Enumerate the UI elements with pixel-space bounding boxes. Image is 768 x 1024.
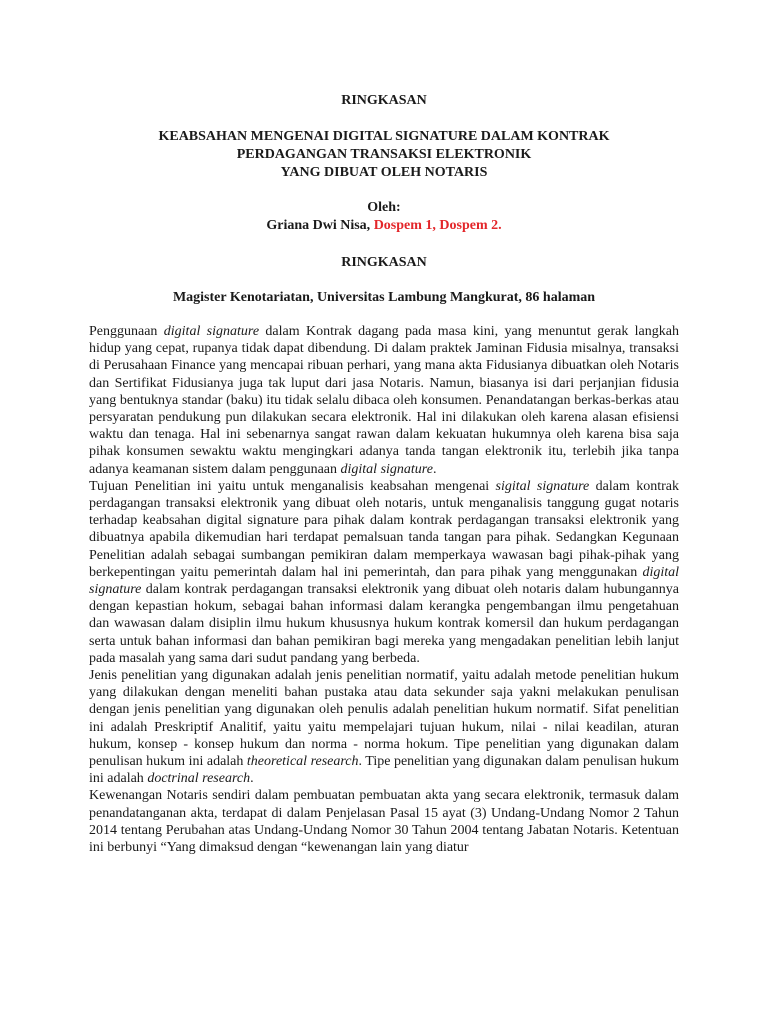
text-run: Kewenangan Notaris sendiri dalam pembuatan pembuatan akta yang secara elektronik, termasuk dalam penandatanganan akta, terdapat di dalam Penjelasan Pasal 15 ayat (3) Undang-Undang Nomor 2 Tahun 2014 tentang Perubahan atas Undang-Undang Nomor 30 Tahun 2004 tentang Jabatan Notaris. Ketentuan ini berbunyi “Yang dimaksud dengan “kewenangan lain yang diatur: [89, 788, 679, 856]
italic-term: digital signature: [340, 461, 433, 477]
oleh-label: Oleh:: [367, 200, 401, 215]
text-run: dalam kontrak perdagangan transaksi elektronik yang dibuat oleh notaris, untuk menganalisis tanggung gugat notaris terhadap keabsahan digital signature para pihak dalam kontrak perdagangan transaksi elektronik yang dibuatnya apabila dikemudian hari terdapat pemalsuan tanda tangan para pihak. Sedangkan Kegunaan Penelitian adalah sebagai sumbangan pemikiran dalam memperkaya wawasan bagi pihak-pihak yang berkepentingan yaitu pemerintah dalam hal ini pemerintah, dan para pihak yang menggunakan: [89, 478, 679, 580]
thesis-title-line: KEABSAHAN MENGENAI DIGITAL SIGNATURE DALAM KONTRAK: [158, 129, 610, 144]
italic-term: theoretical research: [246, 754, 359, 770]
paragraph-4: [89, 787, 679, 856]
supervisors: Dospem 1, Dospem 2.: [373, 218, 502, 233]
paragraph-2: [89, 478, 679, 667]
thesis-title: [0, 128, 768, 182]
text-run: .: [432, 461, 437, 477]
thesis-title-line: PERDAGANGAN TRANSAKSI ELEKTRONIK: [236, 147, 532, 162]
text-run: .: [250, 771, 254, 787]
author-name: Griana Dwi Nisa,: [266, 218, 371, 233]
summary-heading: RINGKASAN: [341, 255, 427, 270]
affiliation-line: Magister Kenotariatan, Universitas Lambung Mangkurat, 86 halaman: [172, 290, 596, 305]
text-run: Jenis penelitian yang digunakan adalah jenis penelitian normatif, yaitu adalah metode penelitian hukum yang dilakukan dengan meneliti bahan pustaka atau data sekunder saja yakni melakukan penulisan dengan jenis penelitian yang digunakan oleh penulis adalah penelitian hukum normatif. Sifat penelitian ini adalah Preskriptif Analitif, yaitu yaitu mempelajari tujuan hukum, nilai - nilai keadilan, aturan hukum, konsep - konsep hukum dan norma - norma hokum. Tipe penelitian yang digunakan dalam penulisan hukum ini adalah: [89, 668, 679, 770]
italic-term: sigital signature: [495, 478, 590, 494]
paragraph-3: [89, 667, 679, 787]
italic-term: digital signature: [89, 564, 679, 598]
italic-term: digital signature: [163, 324, 260, 339]
text-run: . Tipe penelitian yang digunakan dalam penulisan hukum ini adalah: [89, 754, 680, 787]
paragraph-1: [89, 323, 679, 478]
summary-heading-top: RINGKASAN: [341, 93, 427, 108]
text-run: Tujuan Penelitian ini yaitu untuk menganalisis keabsahan mengenai: [89, 478, 496, 494]
author-line: [0, 218, 768, 234]
italic-term: doctrinal research: [147, 771, 251, 787]
thesis-title-line: YANG DIBUAT OLEH NOTARIS: [280, 165, 488, 180]
text-run: Penggunaan: [89, 324, 164, 339]
text-run: dalam Kontrak dagang pada masa kini, yang menuntut gerak langkah hidup yang cepat, rupanya tidak dapat dibendung. Di dalam praktek Jaminan Fidusia misalnya, transaksi di Perusahaan Finance yang mencapai ribuan perhari, yang mana akta Fidusianya dibuatkan oleh Notaris dan Sertifikat Fidusianya juga tak luput dari jasa Notaris. Namun, biasanya isi dari perjanjian fidusia yang bentuknya standar (baku) itu tidak selalu dibaca oleh konsumen. Penandatangan berkas-berkas atau persyaratan pendukung pun dilakukan secara elektronik. Hal ini dilakukan oleh karena alasan efisiensi waktu dan tenaga. Hal ini sebenarnya sangat rawan dalam kekuatan hukumnya oleh karena bisa saja pihak konsumen sewaktu waktu mengingkari adanya tanda tangan elektronik itu, terlebih jika tanpa adanya keamanan sistem dalam penggunaan: [89, 324, 679, 477]
text-run: dalam kontrak perdagangan transaksi elektronik yang dibuat oleh notaris dalam hubungannya dengan kepastian hokum, sebagai bahan informasi dalam kerangka pengembangan ilmu pengetahuan dan wawasan dalam disiplin ilmu hukum khususnya hukum kontrak komersil dan hukum perdagangan serta untuk bahan informasi dan bahan pemikiran bagi mereka yang mengadakan penelitian lebih lanjut pada masalah yang sama dari sudut pandang yang berbeda.: [89, 582, 679, 666]
summary-body: [89, 323, 679, 856]
